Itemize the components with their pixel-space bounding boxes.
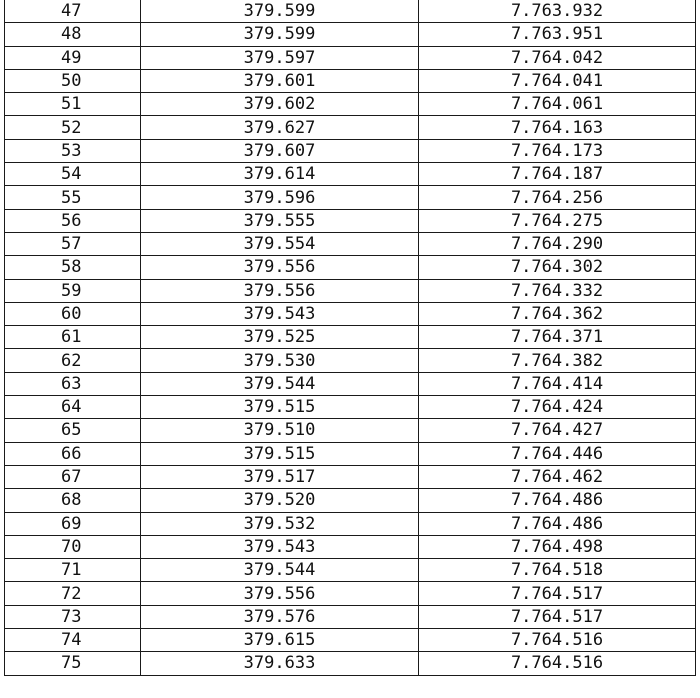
table-row [5, 629, 696, 652]
northing-cell: 7.764.041 [419, 69, 696, 92]
point-id-cell: 50 [5, 69, 141, 92]
point-id-cell: 64 [5, 396, 141, 419]
northing-cell: 7.764.042 [419, 46, 696, 69]
northing-cell: 7.764.516 [419, 652, 696, 675]
easting-cell: 379.556 [141, 279, 419, 302]
northing-cell: 7.764.256 [419, 186, 696, 209]
table-row [5, 23, 696, 46]
northing-cell: 7.764.486 [419, 512, 696, 535]
easting-cell: 379.556 [141, 582, 419, 605]
easting-cell: 379.599 [141, 0, 419, 23]
point-id-cell: 54 [5, 163, 141, 186]
point-id-cell: 61 [5, 326, 141, 349]
easting-cell: 379.615 [141, 629, 419, 652]
northing-cell: 7.764.332 [419, 279, 696, 302]
point-id-cell: 58 [5, 256, 141, 279]
northing-cell: 7.764.517 [419, 582, 696, 605]
table-row [5, 605, 696, 628]
point-id-cell: 74 [5, 629, 141, 652]
point-id-cell: 57 [5, 232, 141, 255]
easting-cell: 379.525 [141, 326, 419, 349]
coordinates-table-body [5, 0, 696, 675]
table-row [5, 186, 696, 209]
northing-cell: 7.764.517 [419, 605, 696, 628]
easting-cell: 379.554 [141, 232, 419, 255]
table-row [5, 372, 696, 395]
table-row [5, 396, 696, 419]
table-row [5, 489, 696, 512]
table-row [5, 93, 696, 116]
easting-cell: 379.544 [141, 559, 419, 582]
point-id-cell: 73 [5, 605, 141, 628]
point-id-cell: 60 [5, 302, 141, 325]
northing-cell: 7.764.302 [419, 256, 696, 279]
easting-cell: 379.517 [141, 465, 419, 488]
easting-cell: 379.599 [141, 23, 419, 46]
easting-cell: 379.510 [141, 419, 419, 442]
easting-cell: 379.520 [141, 489, 419, 512]
northing-cell: 7.764.486 [419, 489, 696, 512]
point-id-cell: 68 [5, 489, 141, 512]
northing-cell: 7.764.427 [419, 419, 696, 442]
point-id-cell: 65 [5, 419, 141, 442]
northing-cell: 7.764.187 [419, 163, 696, 186]
table-row [5, 652, 696, 675]
northing-cell: 7.764.362 [419, 302, 696, 325]
northing-cell: 7.764.382 [419, 349, 696, 372]
northing-cell: 7.764.516 [419, 629, 696, 652]
northing-cell: 7.764.424 [419, 396, 696, 419]
easting-cell: 379.601 [141, 69, 419, 92]
point-id-cell: 63 [5, 372, 141, 395]
easting-cell: 379.543 [141, 535, 419, 558]
northing-cell: 7.764.275 [419, 209, 696, 232]
northing-cell: 7.764.061 [419, 93, 696, 116]
easting-cell: 379.633 [141, 652, 419, 675]
point-id-cell: 49 [5, 46, 141, 69]
easting-cell: 379.576 [141, 605, 419, 628]
coordinates-table [4, 0, 696, 676]
table-row [5, 139, 696, 162]
northing-cell: 7.764.446 [419, 442, 696, 465]
easting-cell: 379.544 [141, 372, 419, 395]
easting-cell: 379.515 [141, 442, 419, 465]
point-id-cell: 69 [5, 512, 141, 535]
table-row [5, 46, 696, 69]
table-row [5, 349, 696, 372]
table-row [5, 69, 696, 92]
table-row [5, 279, 696, 302]
point-id-cell: 62 [5, 349, 141, 372]
easting-cell: 379.627 [141, 116, 419, 139]
easting-cell: 379.532 [141, 512, 419, 535]
table-row [5, 419, 696, 442]
point-id-cell: 66 [5, 442, 141, 465]
northing-cell: 7.764.371 [419, 326, 696, 349]
table-row [5, 326, 696, 349]
table-row [5, 512, 696, 535]
easting-cell: 379.555 [141, 209, 419, 232]
point-id-cell: 52 [5, 116, 141, 139]
point-id-cell: 67 [5, 465, 141, 488]
table-row [5, 209, 696, 232]
easting-cell: 379.530 [141, 349, 419, 372]
table-row [5, 256, 696, 279]
northing-cell: 7.764.414 [419, 372, 696, 395]
table-row [5, 582, 696, 605]
northing-cell: 7.764.290 [419, 232, 696, 255]
northing-cell: 7.763.932 [419, 0, 696, 23]
easting-cell: 379.602 [141, 93, 419, 116]
point-id-cell: 72 [5, 582, 141, 605]
point-id-cell: 71 [5, 559, 141, 582]
table-row [5, 0, 696, 23]
easting-cell: 379.515 [141, 396, 419, 419]
table-row [5, 116, 696, 139]
point-id-cell: 75 [5, 652, 141, 675]
easting-cell: 379.607 [141, 139, 419, 162]
northing-cell: 7.764.173 [419, 139, 696, 162]
point-id-cell: 55 [5, 186, 141, 209]
table-row [5, 232, 696, 255]
northing-cell: 7.764.498 [419, 535, 696, 558]
table-row [5, 559, 696, 582]
point-id-cell: 47 [5, 0, 141, 23]
point-id-cell: 51 [5, 93, 141, 116]
northing-cell: 7.763.951 [419, 23, 696, 46]
easting-cell: 379.556 [141, 256, 419, 279]
northing-cell: 7.764.518 [419, 559, 696, 582]
easting-cell: 379.597 [141, 46, 419, 69]
easting-cell: 379.543 [141, 302, 419, 325]
table-row [5, 442, 696, 465]
table-row [5, 302, 696, 325]
easting-cell: 379.614 [141, 163, 419, 186]
table-row [5, 163, 696, 186]
easting-cell: 379.596 [141, 186, 419, 209]
point-id-cell: 48 [5, 23, 141, 46]
table-row [5, 535, 696, 558]
point-id-cell: 70 [5, 535, 141, 558]
point-id-cell: 56 [5, 209, 141, 232]
northing-cell: 7.764.163 [419, 116, 696, 139]
point-id-cell: 59 [5, 279, 141, 302]
point-id-cell: 53 [5, 139, 141, 162]
northing-cell: 7.764.462 [419, 465, 696, 488]
table-row [5, 465, 696, 488]
